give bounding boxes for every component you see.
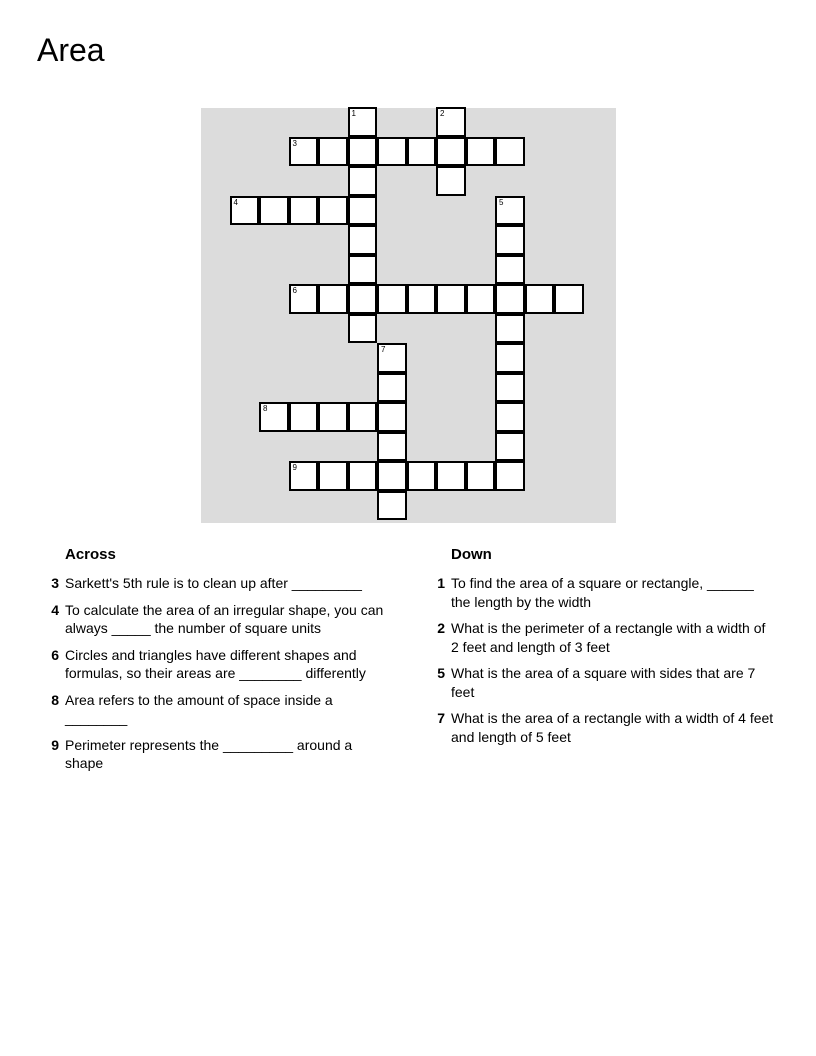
cell-number: 8 [263, 404, 268, 413]
down-clue [431, 709, 776, 746]
crossword-cell[interactable] [495, 373, 525, 403]
clue-number: 3 [51, 575, 59, 591]
crossword-cell[interactable] [289, 284, 319, 314]
clue-text: Sarkett's 5th rule is to clean up after _________ [65, 575, 362, 591]
crossword-cell[interactable] [466, 284, 496, 314]
crossword-cell[interactable] [525, 284, 555, 314]
clue-text: To calculate the area of an irregular shape, you can always _____ the number of square units [65, 601, 384, 636]
clue-number: 6 [51, 646, 59, 663]
crossword-cell[interactable] [436, 284, 466, 314]
across-clue [45, 601, 390, 638]
across-clue [45, 574, 390, 593]
cell-number: 5 [499, 197, 504, 207]
clue-text: Area refers to the amount of space inside a ________ [65, 691, 333, 726]
crossword-cell[interactable] [495, 225, 525, 255]
cell-number: 1 [351, 109, 356, 118]
crossword-cell[interactable] [348, 137, 378, 167]
crossword-cell[interactable] [259, 196, 289, 226]
crossword-cell[interactable] [289, 137, 319, 167]
page-title: Area [37, 32, 105, 68]
crossword-cell[interactable] [495, 314, 525, 344]
crossword-cell[interactable] [436, 137, 466, 167]
crossword-cell[interactable] [377, 284, 407, 314]
clue-number: 4 [51, 601, 59, 618]
crossword-cell[interactable] [495, 461, 525, 491]
down-clues [431, 546, 776, 754]
crossword-cell[interactable] [348, 402, 378, 432]
cell-number: 6 [292, 286, 297, 295]
crossword-cell[interactable] [318, 196, 348, 226]
clue-text: What is the area of a rectangle with a width of 4 feet and length of 5 feet [451, 710, 774, 745]
down-clue [431, 664, 776, 701]
crossword-cell[interactable] [377, 343, 407, 373]
crossword-cell[interactable] [348, 107, 378, 137]
crossword-cell[interactable] [259, 402, 289, 432]
clue-number: 5 [437, 665, 445, 681]
crossword-cell[interactable] [348, 255, 378, 285]
across-clue [45, 691, 390, 728]
crossword-cell[interactable] [230, 196, 260, 226]
down-heading: Down [451, 546, 492, 563]
crossword-cell[interactable] [348, 284, 378, 314]
crossword-cell[interactable] [377, 432, 407, 462]
clue-number: 9 [51, 736, 59, 753]
clue-number: 7 [437, 710, 445, 726]
crossword-cell[interactable] [495, 255, 525, 285]
crossword-cell[interactable] [495, 343, 525, 373]
crossword-cell[interactable] [348, 166, 378, 196]
crossword-cell[interactable] [318, 461, 348, 491]
across-clue [45, 646, 390, 683]
crossword-grid [201, 108, 616, 523]
clue-text: Circles and triangles have different shapes and formulas, so their areas are ________ differently [65, 646, 366, 681]
crossword-cell[interactable] [289, 402, 319, 432]
crossword-cell[interactable] [377, 461, 407, 491]
crossword-cell[interactable] [495, 284, 525, 314]
crossword-cell[interactable] [554, 284, 584, 314]
clue-number: 1 [437, 575, 445, 591]
cell-number: 9 [292, 463, 297, 472]
crossword-cell[interactable] [377, 373, 407, 403]
crossword-cell[interactable] [495, 402, 525, 432]
crossword-cell[interactable] [348, 314, 378, 344]
crossword-cell[interactable] [407, 461, 437, 491]
crossword-cell[interactable] [436, 461, 466, 491]
crossword-cell[interactable] [318, 137, 348, 167]
down-clue [431, 619, 776, 656]
crossword-cell[interactable] [436, 166, 466, 196]
crossword-cell[interactable] [348, 196, 378, 226]
crossword-cell[interactable] [407, 137, 437, 167]
clue-text: To find the area of a square or rectangle, ______ the length by the width [451, 575, 754, 610]
cell-number: 4 [233, 197, 238, 207]
crossword-cell[interactable] [289, 196, 319, 226]
crossword-cell[interactable] [495, 432, 525, 462]
cell-number: 3 [292, 138, 297, 148]
crossword-cell[interactable] [436, 107, 466, 137]
across-heading: Across [65, 546, 116, 563]
clue-text: Perimeter represents the _________ around a shape [65, 736, 353, 771]
clue-text: What is the area of a square with sides that are 7 feet [451, 665, 756, 700]
down-clue [431, 574, 776, 611]
clue-number: 2 [437, 620, 445, 636]
crossword-cell[interactable] [466, 137, 496, 167]
crossword-cell[interactable] [466, 461, 496, 491]
cell-number: 7 [381, 345, 386, 354]
crossword-cell[interactable] [407, 284, 437, 314]
crossword-cell[interactable] [289, 461, 319, 491]
crossword-cell[interactable] [318, 284, 348, 314]
clue-number: 8 [51, 691, 59, 708]
crossword-cell[interactable] [495, 137, 525, 167]
clue-text: What is the perimeter of a rectangle with a width of 2 feet and length of 3 feet [451, 620, 766, 655]
across-clues [45, 546, 390, 781]
crossword-cell[interactable] [348, 461, 378, 491]
crossword-cell[interactable] [495, 196, 525, 226]
crossword-cell[interactable] [377, 402, 407, 432]
crossword-cell[interactable] [377, 491, 407, 521]
crossword-cell[interactable] [318, 402, 348, 432]
crossword-cell[interactable] [348, 225, 378, 255]
across-clue [45, 736, 390, 773]
cell-number: 2 [440, 109, 445, 118]
crossword-cell[interactable] [377, 137, 407, 167]
